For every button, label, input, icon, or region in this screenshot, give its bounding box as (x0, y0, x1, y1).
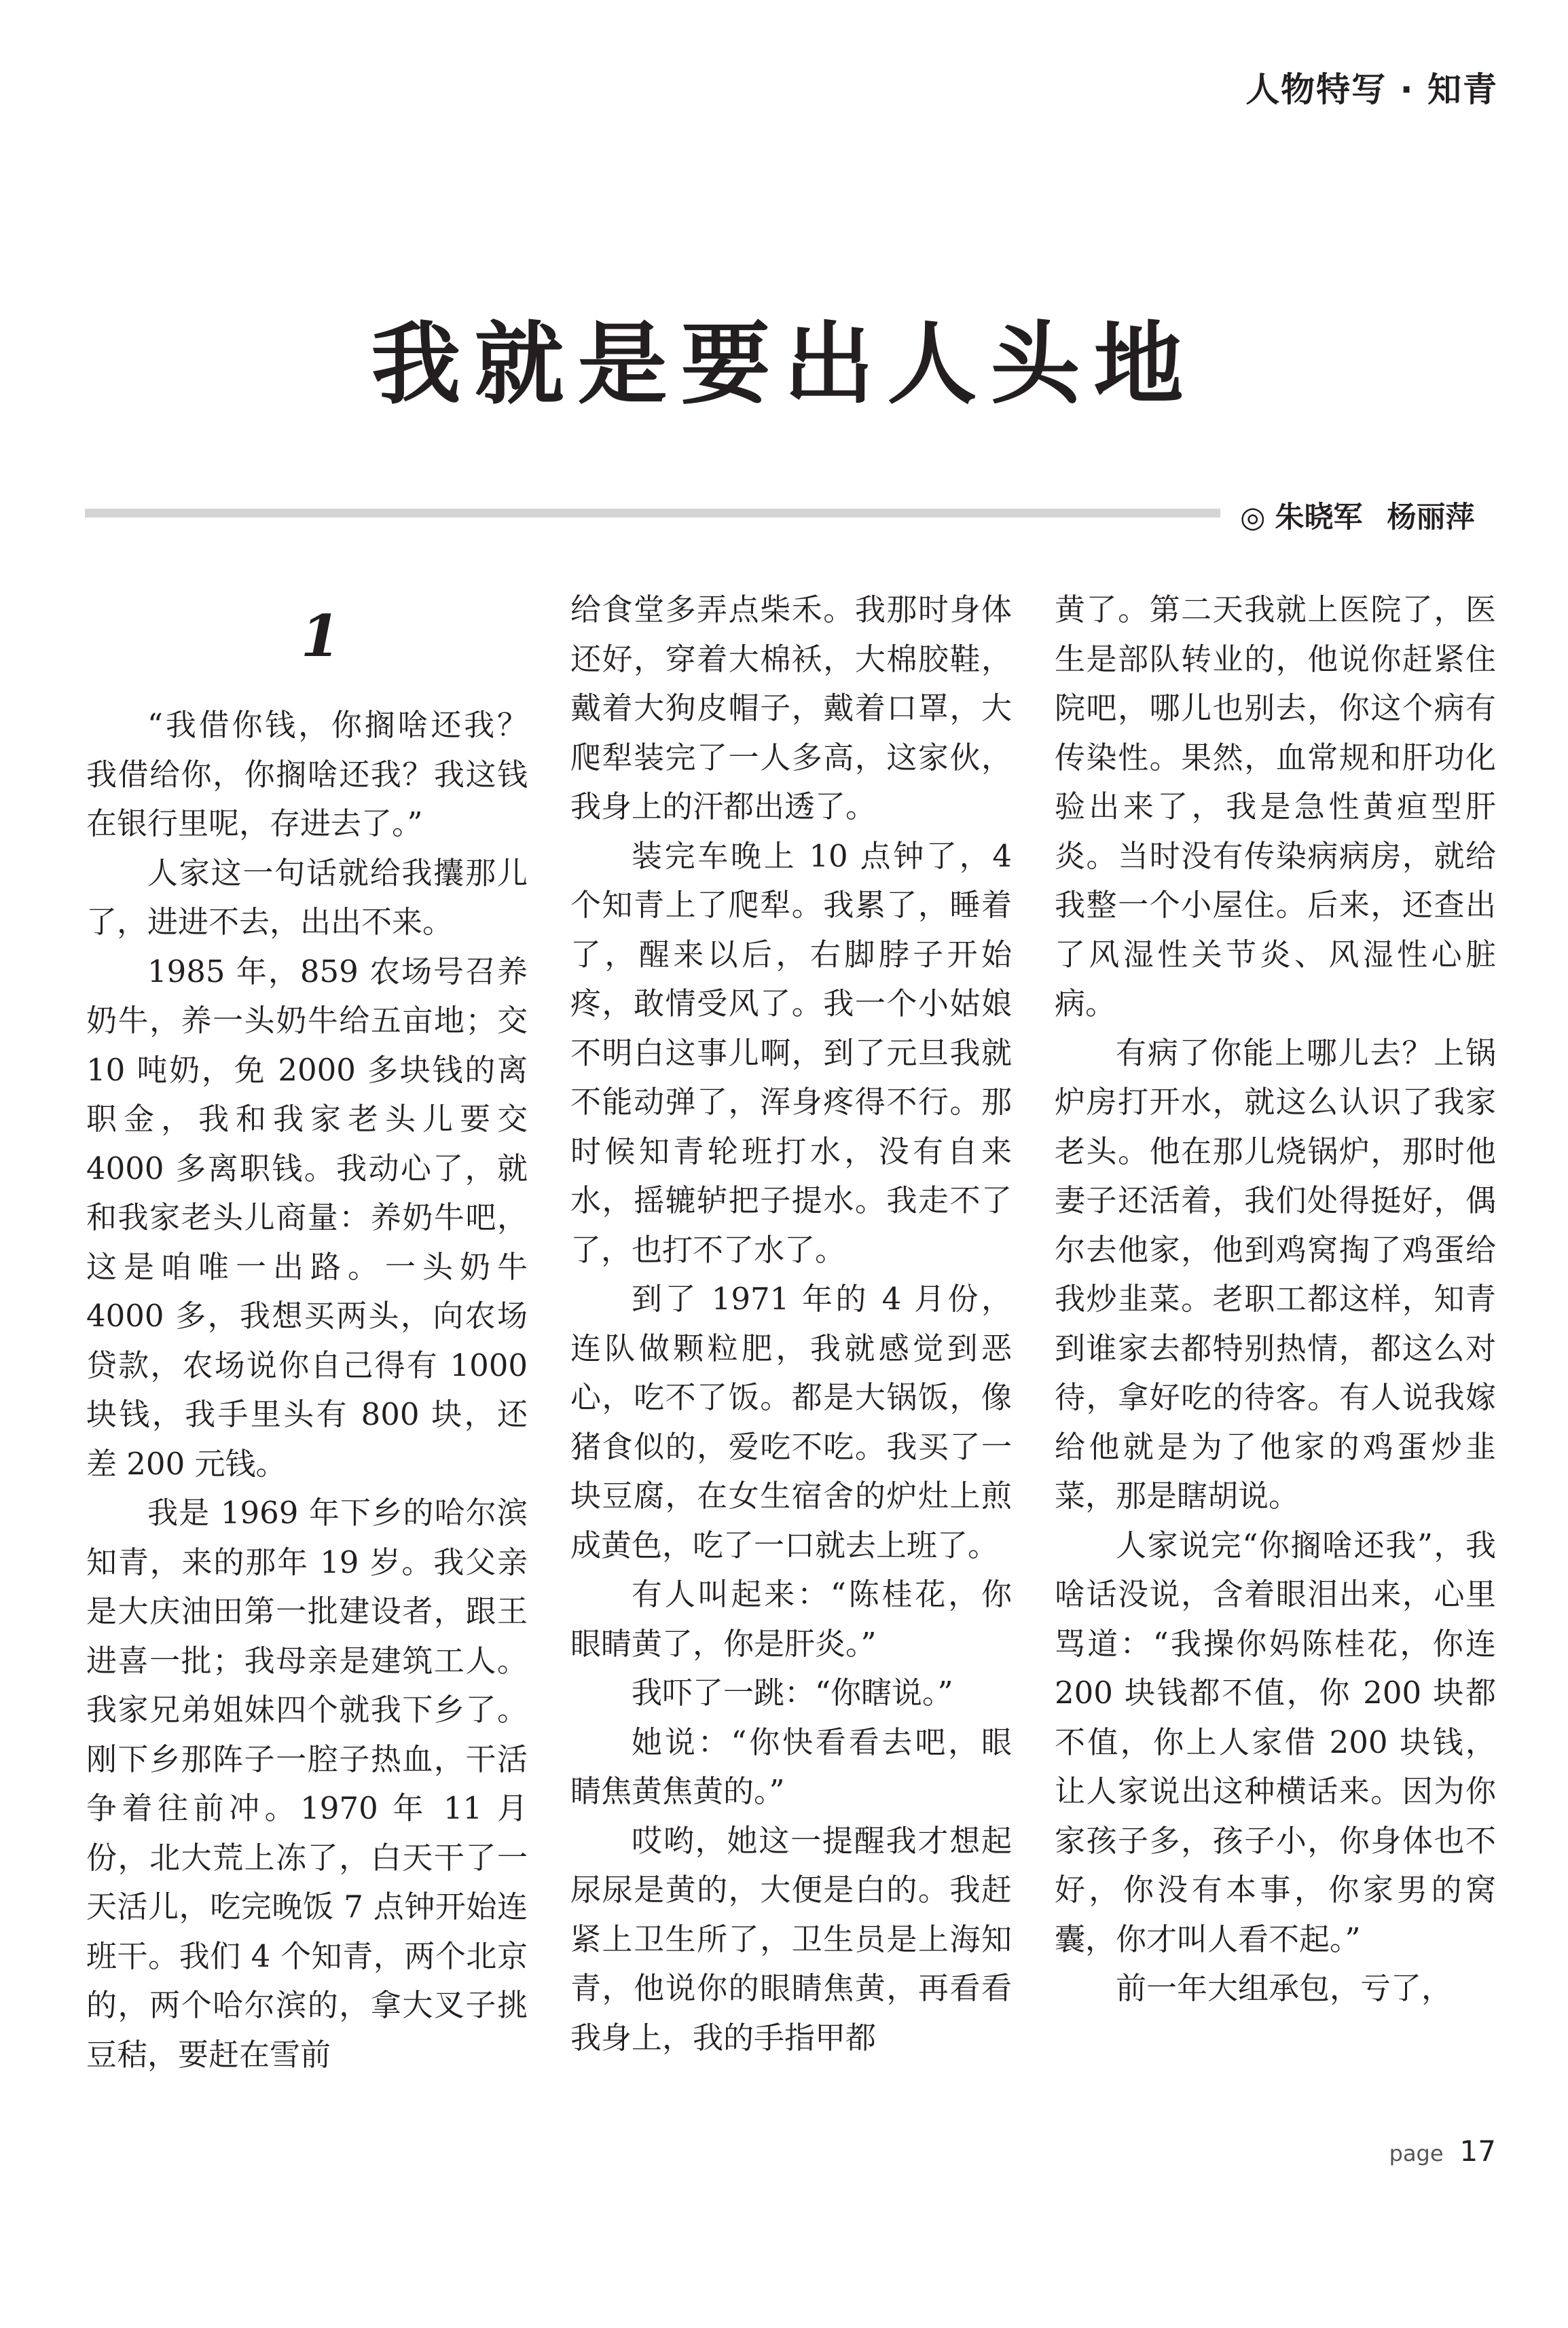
paragraph: 人家说完“你搁啥还我”，我啥话没说，含着眼泪出来，心里骂道：“我操你妈陈桂花，你连 200 块钱都不值，你 200 块都不值，你上人家借 200 块钱，让人家说出这种横话来。因为你家孩子多，孩子小，你身体也不好，你没有本事，你家男的窝囊，你才叫人看不起。” (1055, 1527, 1496, 1957)
paragraph: 她说：“你快看看去吧，眼睛焦黄焦黄的。” (570, 1724, 1012, 1809)
paragraph: 人家这一句话就给我攮那儿了，进进不去，出出不来。 (86, 854, 528, 940)
author-name: 朱晓军 (1275, 501, 1363, 534)
text-column-3 (1055, 585, 1496, 2014)
paragraph: 哎哟，她这一提醒我才想起尿尿是黄的，大便是白的。我赶紧上卫生所了，卫生员是上海知青，他说你的眼睛焦黄，再看看我身上，我的手指甲都 (570, 1822, 1012, 2056)
author-name: 杨丽萍 (1387, 501, 1475, 534)
paragraph: 给食堂多弄点柴禾。我那时身体还好，穿着大棉袄，大棉胶鞋，戴着大狗皮帽子，戴着口罩，大爬犁装完了一人多高，这家伙，我身上的汗都出透了。 (570, 592, 1012, 824)
paragraph: 装完车晚上 10 点钟了，4 个知青上了爬犁。我累了，睡着了，醒来以后，右脚脖子开始疼，敢情受风了。我一个小姑娘不明白这事儿啊，到了元旦我就不能动弹了，浑身疼得不行。那时候知青轮班打水，没有自来水，摇辘轳把子提水。我走不了了，也打不了水了。 (570, 837, 1012, 1268)
paragraph: 我吓了一跳：“你瞎说。” (632, 1675, 953, 1711)
paragraph: “我借你钱，你搁啥还我？我借给你，你搁啥还我？我这钱在银行里呢，存进去了。” (86, 707, 528, 841)
paragraph: 到了 1971 年的 4 月份，连队做颗粒肥，我就感觉到恶心，吃不了饭。都是大锅饭，像猪食似的，爱吃不吃。我买了一块豆腐，在女生宿舍的炉灶上煎成黄色，吃了一口就去上班了。 (570, 1281, 1012, 1563)
page-label: page (1389, 2141, 1444, 2166)
paragraph: 黄了。第二天我就上医院了，医生是部队转业的，他说你赶紧住院吧，哪儿也别去，你这个病有传染性。果然，血常规和肝功化验出来了，我是急性黄疸型肝炎。当时没有传染病病房，就给我整一个小屋住。后来，还查出了风湿性关节炎、风湿性心脏病。 (1055, 592, 1496, 1021)
byline (1240, 494, 1475, 536)
text-column-2 (570, 585, 1012, 2062)
paragraph: 前一年大组承包，亏了， (1116, 1970, 1453, 2006)
page-folio (1389, 2134, 1496, 2168)
paragraph: 我是 1969 年下乡的哈尔滨知青，来的那年 19 岁。我父亲是大庆油田第一批建设者，跟王进喜一批；我母亲是建筑工人。我家兄弟姐妹四个就我下乡了。刚下乡那阵子一腔子热血，干活争着往前冲。1970 年 11 月份，北大荒上冻了，白天干了一天活儿，吃完晚饭 7 点钟开始连班干。我们 4 个知青，两个北京的，两个哈尔滨的，拿大叉子挑豆秸，要赶在雪前 (86, 1495, 528, 2073)
section-label: 人物特写 · 知青 (1245, 70, 1498, 109)
article-title: 我就是要出人头地 (371, 312, 1197, 417)
paragraph: 1985 年，859 农场号召养奶牛，养一头奶牛给五亩地；交 10 吨奶，免 2000 多块钱的离职金，我和我家老头儿要交 4000 多离职钱。我动心了，就和我家老头儿商量：养奶牛吧，这是咱唯一出路。一头奶牛 4000 多，我想买两头，向农场贷款，农场说你自己得有 1000 块钱，我手里头有 800 块，还差 200 元钱。 (86, 953, 528, 1482)
title-divider (85, 509, 1220, 517)
byline-symbol: ◎ (1240, 501, 1266, 534)
paragraph: 有人叫起来：“陈桂花，你眼睛黄了，你是肝炎。” (570, 1576, 1012, 1662)
page-number: 17 (1459, 2134, 1496, 2168)
text-column-1 (86, 585, 528, 2079)
paragraph: 有病了你能上哪儿去？上锅炉房打开水，就这么认识了我家老头。他在那儿烧锅炉，那时他妻子还活着，我们处得挺好，偶尔去他家，他到鸡窝掏了鸡蛋给我炒韭菜。老职工都这样，知青到谁家去都特别热情，都这么对待，拿好吃的待客。有人说我嫁给他就是为了他家的鸡蛋炒韭菜，那是瞎胡说。 (1055, 1034, 1496, 1514)
section-number: 1 (300, 602, 341, 670)
